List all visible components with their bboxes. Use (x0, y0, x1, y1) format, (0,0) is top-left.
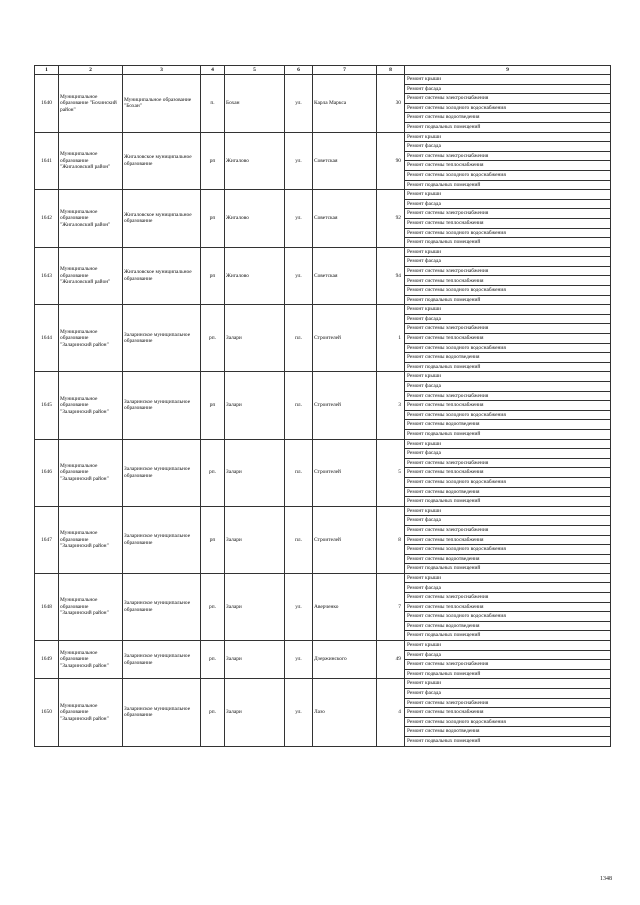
district-cell: Муниципальное образование "Заларинский район" (59, 506, 123, 573)
work-type-cell: Ремонт системы холодного водоснабжения (405, 103, 611, 113)
street-cell: Советская (313, 247, 377, 305)
street-type-cell: пл. (285, 305, 313, 372)
house-number-cell: 92 (377, 190, 405, 248)
work-type-cell: Ремонт подвальных помещений (405, 238, 611, 248)
work-type-cell: Ремонт системы электроснабжения (405, 324, 611, 334)
row-number: 1641 (35, 132, 59, 190)
place-cell: Залари (225, 679, 285, 746)
work-type-cell: Ремонт крыши (405, 305, 611, 315)
house-number-cell: 1 (377, 305, 405, 372)
work-type-cell: Ремонт системы теплоснабжения (405, 401, 611, 411)
work-type-cell: Ремонт системы электроснабжения (405, 458, 611, 468)
row-number: 1643 (35, 247, 59, 305)
work-type-cell: Ремонт системы электроснабжения (405, 266, 611, 276)
house-number-cell: 7 (377, 573, 405, 640)
settlement-cell: Жигаловское муниципальное образование (123, 132, 201, 190)
work-type-cell: Ремонт фасада (405, 84, 611, 94)
page-number: 1348 (600, 876, 612, 882)
district-cell: Муниципальное образование "Заларинский район" (59, 679, 123, 746)
work-type-cell: Ремонт системы теплоснабжения (405, 161, 611, 171)
street-cell: Строителей (313, 506, 377, 573)
work-type-cell: Ремонт системы теплоснабжения (405, 708, 611, 718)
work-type-cell: Ремонт крыши (405, 247, 611, 257)
work-type-cell: Ремонт фасада (405, 516, 611, 526)
settlement-type-cell: рп. (201, 439, 225, 506)
work-type-cell: Ремонт системы холодного водоснабжения (405, 410, 611, 420)
table-row (35, 641, 611, 651)
work-type-cell: Ремонт фасада (405, 142, 611, 152)
place-cell: Жигалово (225, 190, 285, 248)
settlement-cell: Заларинское муниципальное образование (123, 506, 201, 573)
table-row (35, 506, 611, 516)
work-type-cell: Ремонт системы теплоснабжения (405, 276, 611, 286)
work-type-cell: Ремонт фасада (405, 257, 611, 267)
street-type-cell: пл. (285, 372, 313, 439)
header-col-9: 9 (405, 66, 611, 75)
header-col-1: 1 (35, 66, 59, 75)
settlement-cell: Жигаловское муниципальное образование (123, 190, 201, 248)
place-cell: Залари (225, 372, 285, 439)
house-number-cell: 94 (377, 247, 405, 305)
settlement-cell: Заларинское муниципальное образование (123, 439, 201, 506)
street-type-cell: ул. (285, 75, 313, 133)
row-number: 1650 (35, 679, 59, 746)
district-cell: Муниципальное образование "Заларинский район" (59, 573, 123, 640)
table-row (35, 679, 611, 689)
place-cell: Залари (225, 641, 285, 679)
settlement-type-cell: рп. (201, 305, 225, 372)
place-cell: Залари (225, 573, 285, 640)
street-cell: Строителей (313, 305, 377, 372)
work-type-cell: Ремонт системы холодного водоснабжения (405, 612, 611, 622)
work-type-cell: Ремонт подвальных помещений (405, 497, 611, 507)
street-type-cell: ул. (285, 132, 313, 190)
street-cell: Дзержинского (313, 641, 377, 679)
table-row (35, 439, 611, 449)
work-type-cell: Ремонт системы электроснабжения (405, 151, 611, 161)
house-number-cell: 90 (377, 132, 405, 190)
house-number-cell: 8 (377, 506, 405, 573)
table-row (35, 305, 611, 315)
work-type-cell: Ремонт подвальных помещений (405, 180, 611, 190)
table-row (35, 372, 611, 382)
work-type-cell: Ремонт системы теплоснабжения (405, 218, 611, 228)
settlement-cell: Заларинское муниципальное образование (123, 305, 201, 372)
work-type-cell: Ремонт системы холодного водоснабжения (405, 170, 611, 180)
house-number-cell: 5 (377, 439, 405, 506)
settlement-type-cell: рп. (201, 573, 225, 640)
street-cell: Строителей (313, 439, 377, 506)
street-cell: Строителей (313, 372, 377, 439)
place-cell: Залари (225, 439, 285, 506)
row-number: 1648 (35, 573, 59, 640)
street-type-cell: ул. (285, 679, 313, 746)
settlement-type-cell: рп (201, 247, 225, 305)
settlement-cell: Заларинское муниципальное образование (123, 679, 201, 746)
work-type-cell: Ремонт системы холодного водоснабжения (405, 545, 611, 555)
work-type-cell: Ремонт системы водоотведения (405, 554, 611, 564)
work-type-cell: Ремонт системы электроснабжения (405, 209, 611, 219)
work-type-cell: Ремонт системы холодного водоснабжения (405, 286, 611, 296)
place-cell: Бохан (225, 75, 285, 133)
place-cell: Жигалово (225, 247, 285, 305)
table-header (35, 66, 611, 75)
settlement-type-cell: рп (201, 190, 225, 248)
work-type-cell: Ремонт подвальных помещений (405, 295, 611, 305)
settlement-cell: Заларинское муниципальное образование (123, 641, 201, 679)
work-type-cell: Ремонт системы теплоснабжения (405, 468, 611, 478)
settlement-type-cell: рп (201, 132, 225, 190)
settlement-cell: Заларинское муниципальное образование (123, 573, 201, 640)
house-number-cell: 3 (377, 372, 405, 439)
header-col-2: 2 (59, 66, 123, 75)
district-cell: Муниципальное образование "Жигаловский район" (59, 190, 123, 248)
work-type-cell: Ремонт подвальных помещений (405, 736, 611, 746)
work-type-cell: Ремонт фасада (405, 382, 611, 392)
work-type-cell: Ремонт крыши (405, 641, 611, 651)
work-type-cell: Ремонт системы водоотведения (405, 113, 611, 123)
header-col-3: 3 (123, 66, 201, 75)
work-type-cell: Ремонт фасада (405, 583, 611, 593)
settlement-cell: Жигаловское муниципальное образование (123, 247, 201, 305)
header-col-4: 4 (201, 66, 225, 75)
district-cell: Муниципальное образование "Жигаловский район" (59, 132, 123, 190)
street-cell: Советская (313, 132, 377, 190)
header-row (35, 66, 611, 75)
district-cell: Муниципальное образование "Бохинский район" (59, 75, 123, 133)
district-cell: Муниципальное образование "Заларинский район" (59, 641, 123, 679)
table-row (35, 247, 611, 257)
work-type-cell: Ремонт системы электроснабжения (405, 391, 611, 401)
work-type-cell: Ремонт крыши (405, 75, 611, 85)
row-number: 1647 (35, 506, 59, 573)
work-type-cell: Ремонт системы водоотведения (405, 727, 611, 737)
work-type-cell: Ремонт крыши (405, 506, 611, 516)
work-type-cell: Ремонт крыши (405, 372, 611, 382)
header-col-8: 8 (377, 66, 405, 75)
street-cell: Лазо (313, 679, 377, 746)
work-type-cell: Ремонт крыши (405, 679, 611, 689)
place-cell: Залари (225, 305, 285, 372)
work-type-cell: Ремонт фасада (405, 199, 611, 209)
table-row (35, 132, 611, 142)
work-type-cell: Ремонт системы холодного водоснабжения (405, 717, 611, 727)
work-type-cell: Ремонт подвальных помещений (405, 564, 611, 574)
street-cell: Карла Маркса (313, 75, 377, 133)
district-cell: Муниципальное образование "Жигаловский район" (59, 247, 123, 305)
table-body (35, 75, 611, 747)
place-cell: Залари (225, 506, 285, 573)
work-type-cell: Ремонт подвальных помещений (405, 429, 611, 439)
district-cell: Муниципальное образование "Заларинский район" (59, 305, 123, 372)
header-col-6: 6 (285, 66, 313, 75)
work-type-cell: Ремонт системы электроснабжения (405, 593, 611, 603)
repair-schedule-table (34, 65, 611, 747)
work-type-cell: Ремонт системы электроснабжения (405, 660, 611, 670)
work-type-cell: Ремонт фасада (405, 689, 611, 699)
work-type-cell: Ремонт системы холодного водоснабжения (405, 228, 611, 238)
house-number-cell: 4 (377, 679, 405, 746)
work-type-cell: Ремонт фасада (405, 650, 611, 660)
work-type-cell: Ремонт системы теплоснабжения (405, 602, 611, 612)
work-type-cell: Ремонт подвальных помещений (405, 669, 611, 679)
row-number: 1646 (35, 439, 59, 506)
street-type-cell: пл. (285, 506, 313, 573)
settlement-type-cell: рп (201, 506, 225, 573)
work-type-cell: Ремонт подвальных помещений (405, 122, 611, 132)
header-col-5: 5 (225, 66, 285, 75)
row-number: 1640 (35, 75, 59, 133)
header-col-7: 7 (313, 66, 377, 75)
work-type-cell: Ремонт системы электроснабжения (405, 698, 611, 708)
settlement-cell: Муниципальное образование "Бохан" (123, 75, 201, 133)
work-type-cell: Ремонт крыши (405, 439, 611, 449)
house-number-cell: 49 (377, 641, 405, 679)
work-type-cell: Ремонт крыши (405, 573, 611, 583)
work-type-cell: Ремонт системы холодного водоснабжения (405, 343, 611, 353)
row-number: 1645 (35, 372, 59, 439)
district-cell: Муниципальное образование "Заларинский район" (59, 372, 123, 439)
settlement-type-cell: п. (201, 75, 225, 133)
work-type-cell: Ремонт фасада (405, 449, 611, 459)
work-type-cell: Ремонт системы теплоснабжения (405, 535, 611, 545)
work-type-cell: Ремонт крыши (405, 132, 611, 142)
street-type-cell: ул. (285, 247, 313, 305)
work-type-cell: Ремонт подвальных помещений (405, 631, 611, 641)
work-type-cell: Ремонт системы электроснабжения (405, 94, 611, 104)
street-type-cell: ул. (285, 573, 313, 640)
work-type-cell: Ремонт крыши (405, 190, 611, 200)
table-row (35, 573, 611, 583)
settlement-type-cell: рп. (201, 641, 225, 679)
street-cell: Советская (313, 190, 377, 248)
work-type-cell: Ремонт фасада (405, 314, 611, 324)
work-type-cell: Ремонт системы водоотведения (405, 487, 611, 497)
work-type-cell: Ремонт системы холодного водоснабжения (405, 477, 611, 487)
street-type-cell: пл. (285, 439, 313, 506)
settlement-type-cell: рп (201, 372, 225, 439)
work-type-cell: Ремонт системы водоотведения (405, 621, 611, 631)
street-type-cell: ул. (285, 641, 313, 679)
house-number-cell: 30 (377, 75, 405, 133)
work-type-cell: Ремонт системы теплоснабжения (405, 334, 611, 344)
settlement-type-cell: рп. (201, 679, 225, 746)
row-number: 1642 (35, 190, 59, 248)
row-number: 1644 (35, 305, 59, 372)
street-type-cell: ул. (285, 190, 313, 248)
work-type-cell: Ремонт системы водоотведения (405, 420, 611, 430)
work-type-cell: Ремонт системы электроснабжения (405, 525, 611, 535)
row-number: 1649 (35, 641, 59, 679)
work-type-cell: Ремонт системы водоотведения (405, 353, 611, 363)
place-cell: Жигалово (225, 132, 285, 190)
district-cell: Муниципальное образование "Заларинский район" (59, 439, 123, 506)
work-type-cell: Ремонт подвальных помещений (405, 362, 611, 372)
table-row (35, 75, 611, 85)
table-row (35, 190, 611, 200)
street-cell: Аверченко (313, 573, 377, 640)
settlement-cell: Заларинское муниципальное образование (123, 372, 201, 439)
